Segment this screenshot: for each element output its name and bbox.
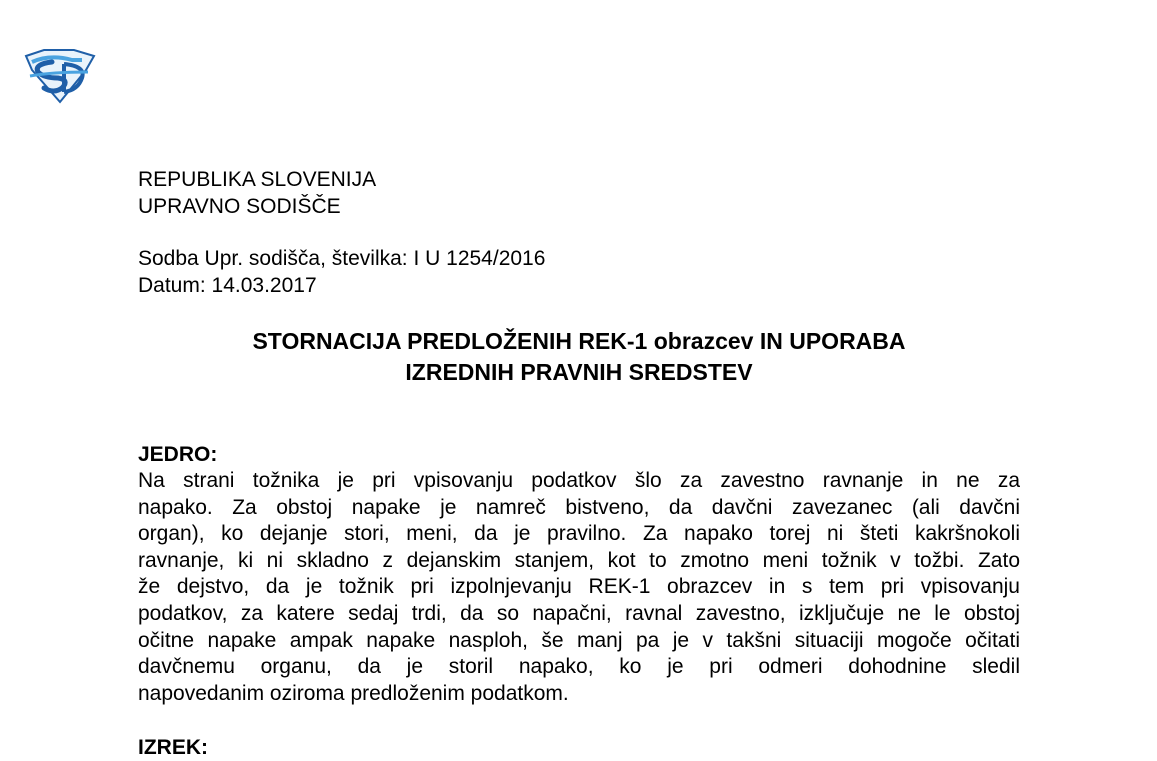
court-header bbox=[138, 166, 376, 220]
jedro-paragraph bbox=[138, 468, 1020, 707]
paragraph-line: napovedanim oziroma predloženim podatkom. bbox=[138, 681, 569, 705]
paragraph-line: ravnanje, ki ni skladno z dejanskim stanjem, kot to zmotno meni tožnik v tožbi. Zato bbox=[138, 548, 1020, 572]
title-line-2: IZREDNIH PRAVNIH SREDSTEV bbox=[405, 359, 753, 385]
title-line-1: STORNACIJA PREDLOŽENIH REK-1 obrazcev IN UPORABA bbox=[252, 328, 906, 354]
paragraph-line: podatkov, za katere sedaj trdi, da so napačni, ravnal zavestno, izključuje ne le obstoj bbox=[138, 601, 1020, 625]
paragraph-line: davčnemu organu, da je storil napako, ko je pri odmeri dohodnine sledil bbox=[138, 655, 1020, 679]
case-date: Datum: 14.03.2017 bbox=[138, 274, 317, 297]
jedro-heading: JEDRO: bbox=[138, 443, 218, 466]
supreme-court-logo-icon bbox=[22, 48, 96, 104]
paragraph-line: očitne napake ampak napake nasploh, še manj pa je v takšni situaciji mogoče očitati bbox=[138, 628, 1020, 652]
izrek-heading: IZREK: bbox=[138, 736, 208, 759]
paragraph-line: že dejstvo, da je tožnik pri izpolnjevanju REK-1 obrazcev in s tem pri vpisovanju bbox=[138, 575, 1020, 599]
case-info bbox=[138, 245, 545, 299]
paragraph-line: napako. Za obstoj napake je namreč bistveno, da davčni zavezanec (ali davčni bbox=[138, 495, 1020, 519]
case-number: Sodba Upr. sodišča, številka: I U 1254/2016 bbox=[138, 247, 546, 270]
court-name: UPRAVNO SODIŠČE bbox=[138, 195, 341, 218]
paragraph-line: Na strani tožnika je pri vpisovanju podatkov šlo za zavestno ravnanje in ne za bbox=[138, 469, 1020, 492]
paragraph-line: organ), ko dejanje stori, meni, da je pravilno. Za napako torej ni šteti kakršnokoli bbox=[138, 522, 1020, 546]
country-name: REPUBLIKA SLOVENIJA bbox=[138, 168, 377, 191]
document-title bbox=[138, 326, 1020, 388]
